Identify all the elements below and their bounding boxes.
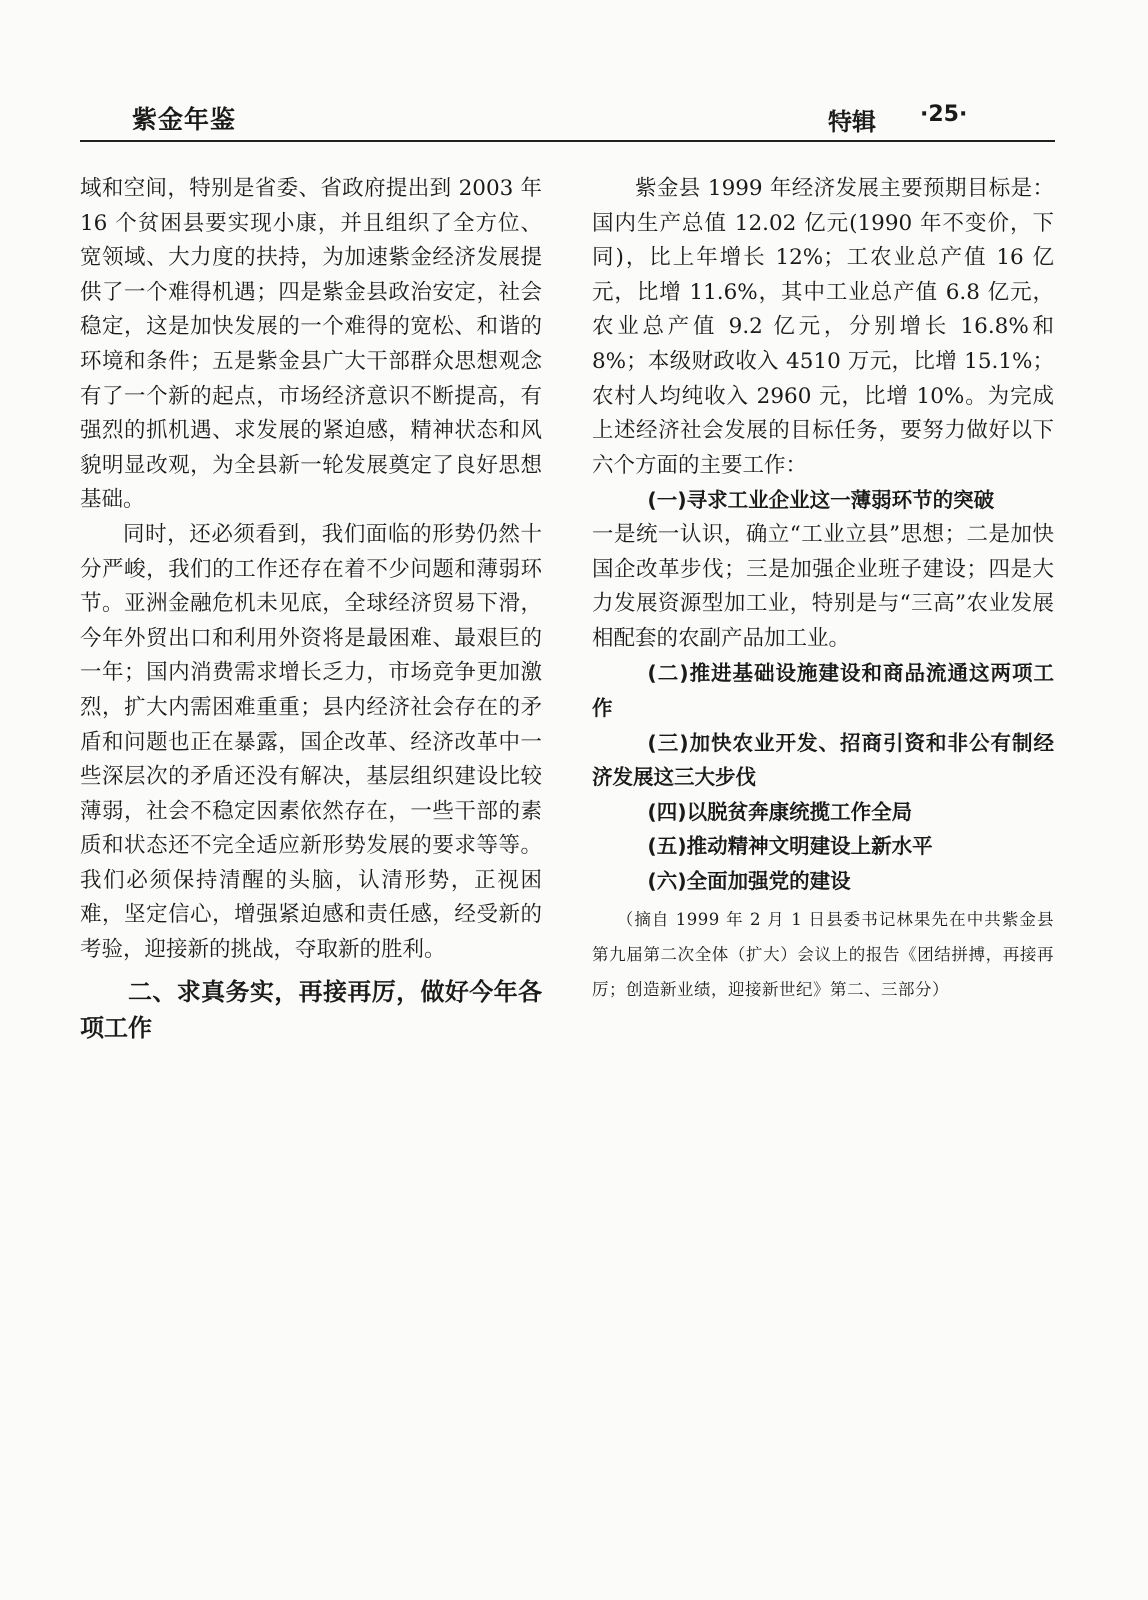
sub-heading-3: (三)加快农业开发、招商引资和非公有制经济发展这三大步伐 [592, 730, 1054, 790]
sub-heading-6: (六)全面加强党的建设 [647, 868, 851, 893]
sub-heading-5: (五)推动精神文明建设上新水平 [647, 834, 933, 859]
sub-heading-1: (一)寻求工业企业这一薄弱环节的突破 [647, 488, 995, 513]
page-number: ·25· [920, 102, 968, 127]
right-paragraph-1: 紫金县 1999 年经济发展主要预期目标是：国内生产总值 12.02 亿元(1990 年不变价，下同)，比上年增长 12%；工农业总产值 16 亿元，比增 11.6%，其中工业总产值 6.8 亿元，农业总产值 9.2 亿元，分别增长 16.8%和 8%；本级财政收入 4510 万元，比增 15.1%；农村人均纯收入 2960 元，比增 10%。为完成上述经济社会发展的目标任务，要努力做好以下六个方面的主要工作： [592, 176, 1054, 478]
left-paragraph-1: 域和空间，特别是省委、省政府提出到 2003 年 16 个贫困县要实现小康，并且组织了全方位、宽领域、大力度的扶持，为加速紫金经济发展提供了一个难得机遇；四是紫金县政治安定，社会稳定，这是加快发展的一个难得的宽松、和谐的环境和条件；五是紫金县广大干部群众思想观念有了一个新的起点，市场经济意识不断提高，有强烈的抓机遇、求发展的紧迫感，精神状态和风貌明显改观，为全县新一轮发展奠定了良好思想基础。 [80, 176, 542, 513]
left-column [80, 172, 542, 1046]
sub-heading-4: (四)以脱贫奔康统揽工作全局 [647, 799, 913, 824]
page-header [80, 96, 1055, 142]
section-heading: 二、求真务实，再接再厉，做好今年各项工作 [80, 977, 542, 1042]
right-paragraph-2: 一是统一认识，确立“工业立县”思想；二是加快国企改革步伐；三是加强企业班子建设；四是大力发展资源型加工业，特别是与“三高”农业发展相配套的农副产品加工业。 [592, 521, 1054, 651]
source-note: （摘自 1999 年 2 月 1 日县委书记林果先在中共紫金县第九届第二次全体（扩大）会议上的报告《团结拼搏，再接再厉；创造新业绩，迎接新世纪》第二、三部分） [592, 910, 1054, 1000]
section-name: 特辑 [828, 108, 876, 136]
left-paragraph-2: 同时，还必须看到，我们面临的形势仍然十分严峻，我们的工作还存在着不少问题和薄弱环节。亚洲金融危机未见底，全球经济贸易下滑，今年外贸出口和利用外资将是最困难、最艰巨的一年；国内消费需求增长乏力，市场竞争更加激烈，扩大内需困难重重；县内经济社会存在的矛盾和问题也正在暴露，国企改革、经济改革中一些深层次的矛盾还没有解决，基层组织建设比较薄弱，社会不稳定因素依然存在，一些干部的素质和状态还不完全适应新形势发展的要求等等。我们必须保持清醒的头脑，认清形势，正视困难，坚定信心，增强紧迫感和责任感，经受新的考验，迎接新的挑战，夺取新的胜利。 [80, 521, 542, 963]
book-title: 紫金年鉴 [132, 105, 237, 134]
sub-heading-2: (二)推进基础设施建设和商品流通这两项工作 [592, 661, 1054, 720]
right-column [592, 172, 1054, 1007]
